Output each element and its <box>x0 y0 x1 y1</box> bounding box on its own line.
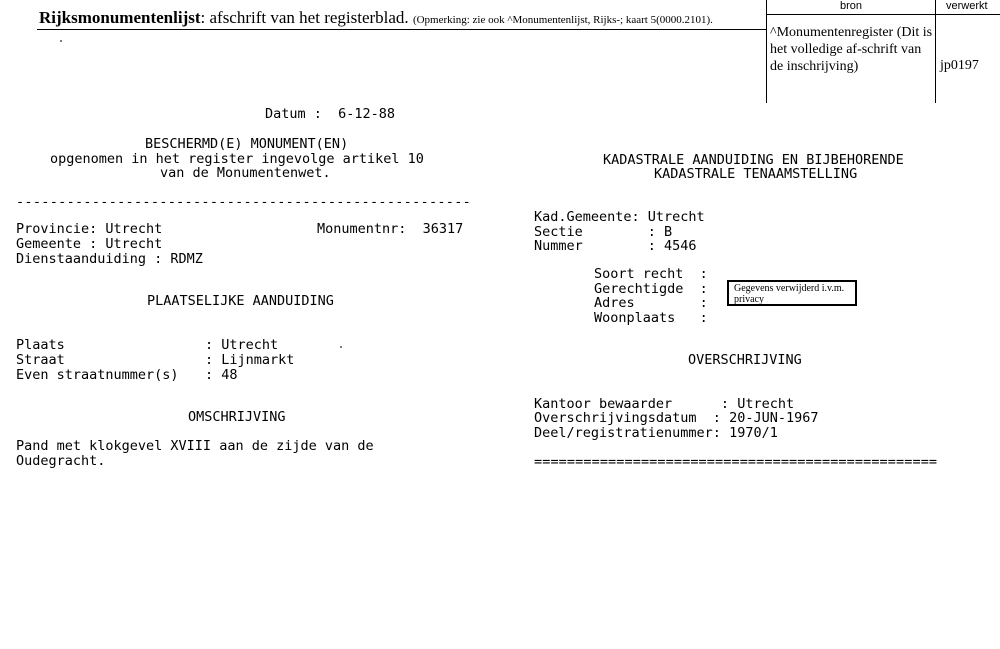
table-border-left <box>766 0 767 103</box>
title-note: (Opmerking: zie ook ^Monumentenlijst, Rijks-; kaart 5(0000.2101). <box>412 14 713 26</box>
adres-line: Adres : <box>594 295 708 311</box>
plaatselijke-heading: PLAATSELIJKE AANDUIDING <box>147 293 334 309</box>
description-line2: Oudegracht. <box>16 453 106 469</box>
description-line1: Pand met klokgevel XVIII aan de zijde van de <box>16 438 374 454</box>
privacy-notice-box <box>727 280 857 306</box>
omschrijving-heading: OMSCHRIJVING <box>188 409 286 425</box>
soort-recht-line: Soort recht : <box>594 266 708 282</box>
scan-speck <box>340 346 342 348</box>
woonplaats-line: Woonplaats : <box>594 310 708 326</box>
kadastrale-heading: KADASTRALE AANDUIDING EN BIJBEHORENDE <box>603 152 904 168</box>
provincie-line: Provincie: Utrecht <box>16 221 163 237</box>
dash-rule: ------------------------------------------------------ <box>16 194 472 210</box>
plaats-label: Plaats <box>16 337 65 353</box>
page-title <box>39 8 713 28</box>
monument-heading-line3: van de Monumentenwet. <box>160 165 331 181</box>
even-value: : 48 <box>205 367 238 383</box>
monument-heading-line2: opgenomen in het register ingevolge artikel 10 <box>50 151 424 167</box>
datum-line: Datum : 6-12-88 <box>265 106 396 122</box>
overschrijvingsdatum-line: Overschrijvingsdatum : 20-JUN-1967 <box>534 410 819 426</box>
kantoor-line: Kantoor bewaarder : Utrecht <box>534 396 795 412</box>
monument-heading: BESCHERMD(E) MONUMENT(EN) <box>145 136 349 152</box>
privacy-notice-text: Gegevens verwijderd i.v.m. privacy <box>734 283 845 305</box>
scan-speck <box>60 40 62 42</box>
title-bold: Rijksmonumentenlijst <box>39 8 201 27</box>
dienstaanduiding-line: Dienstaanduiding : RDMZ <box>16 251 203 267</box>
verwerkt-cell: jp0197 <box>940 58 979 73</box>
monumentnr-line: Monumentnr: 36317 <box>317 221 464 237</box>
gemeente-line: Gemeente : Utrecht <box>16 236 163 252</box>
kad-gemeente-line: Kad.Gemeente: Utrecht <box>534 209 705 225</box>
table-header-rule <box>766 14 1000 15</box>
straat-label: Straat <box>16 352 65 368</box>
equals-rule: ================================================= <box>534 454 938 470</box>
title-rest: : afschrift van het registerblad. <box>200 8 409 27</box>
nummer-line: Nummer : 4546 <box>534 238 697 254</box>
gerechtigde-line: Gerechtigde : <box>594 281 708 297</box>
column-header-verwerkt: verwerkt <box>946 0 988 12</box>
even-label: Even straatnummer(s) <box>16 367 179 383</box>
straat-value: : Lijnmarkt <box>205 352 295 368</box>
column-header-bron: bron <box>840 0 863 12</box>
bron-cell: ^Monumentenregister (Dit is het volledige af-schrift van de inschrijving) <box>770 25 933 74</box>
sectie-line: Sectie : B <box>534 224 673 240</box>
table-border-middle <box>935 0 936 103</box>
header-rule <box>37 29 766 30</box>
kadastrale-heading-line2: KADASTRALE TENAAMSTELLING <box>654 166 858 182</box>
deel-line: Deel/registratienummer: 1970/1 <box>534 425 778 441</box>
overschrijving-heading: OVERSCHRIJVING <box>688 352 802 368</box>
plaats-value: : Utrecht <box>205 337 279 353</box>
